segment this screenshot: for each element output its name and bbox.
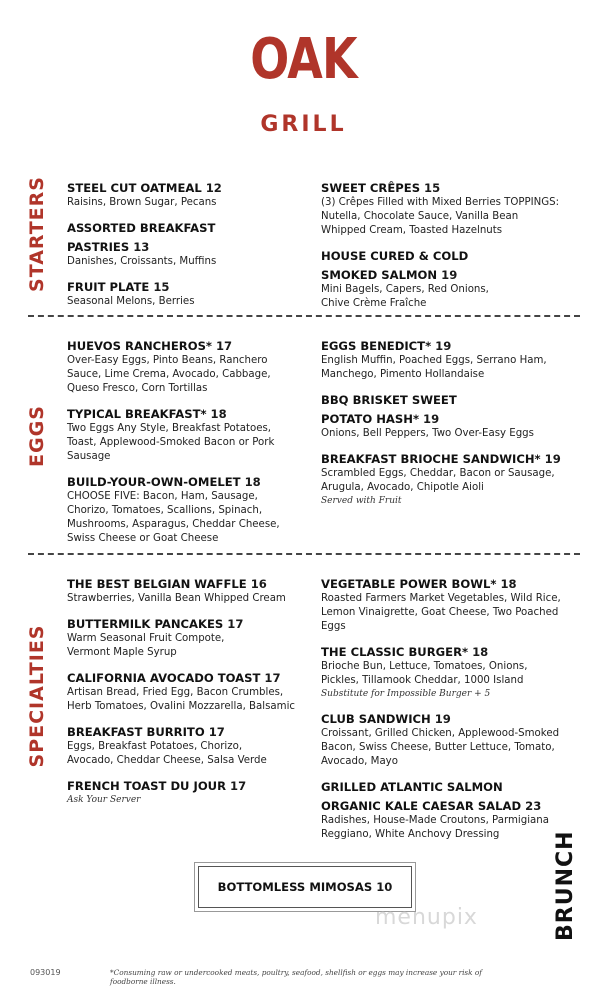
- menu-item: [67, 335, 282, 396]
- item-name: HOUSE CURED & COLD SMOKED SALMON: [321, 249, 469, 282]
- menu-item: [67, 403, 282, 464]
- menu-item: [321, 448, 561, 508]
- item-desc: Strawberries, Vanilla Bean Whipped Cream: [67, 593, 286, 604]
- menu-item: [321, 177, 561, 238]
- menu-item: [321, 573, 561, 634]
- eggs-right-column: [321, 335, 561, 515]
- item-price: 19: [441, 268, 458, 282]
- menu-item: [321, 335, 561, 382]
- item-price: 19: [423, 412, 440, 426]
- item-name: BREAKFAST BURRITO: [67, 725, 205, 739]
- item-price: 15: [424, 181, 441, 195]
- menu-item: [321, 245, 491, 311]
- item-name: HUEVOS RANCHEROS*: [67, 339, 212, 353]
- item-price: 18: [500, 577, 517, 591]
- item-name: FRUIT PLATE: [67, 280, 150, 294]
- watermark: menupix: [375, 905, 478, 930]
- item-price: 13: [133, 240, 150, 254]
- footer-disclaimer: *Consuming raw or undercooked meats, poultry, seafood, shellfish or eggs may increase your risk of foodborne illness.: [110, 968, 482, 986]
- mimosas-box: [198, 866, 412, 908]
- section-label-eggs: EGGS: [26, 405, 48, 467]
- item-price: 17: [264, 671, 281, 685]
- item-desc: (3) Crêpes Filled with Mixed Berries TOPPINGS: Nutella, Chocolate Sauce, Vanilla Bean Whipped Cream, Toasted Hazelnuts: [321, 197, 560, 236]
- item-name: ASSORTED BREAKFAST PASTRIES: [67, 221, 216, 254]
- item-desc: Onions, Bell Peppers, Two Over-Easy Eggs: [321, 428, 534, 439]
- section-label-specialties: SPECIALTIES: [26, 624, 48, 768]
- specialties-right-column: [321, 573, 561, 849]
- item-note: Substitute for Impossible Burger + 5: [321, 689, 491, 699]
- mimosas-price: 10: [376, 880, 393, 894]
- item-price: 17: [215, 339, 233, 353]
- item-desc: Danishes, Croissants, Muffins: [67, 256, 217, 267]
- item-desc: Radishes, House-Made Croutons, Parmigiana Reggiano, White Anchovy Dressing: [321, 815, 549, 840]
- eggs-left-column: [67, 335, 282, 553]
- item-name: CALIFORNIA AVOCADO TOAST: [67, 671, 261, 685]
- menu-item: [321, 389, 534, 441]
- logo-grill: GRILL: [260, 112, 347, 137]
- item-name: BUTTERMILK PANCAKES: [67, 617, 224, 631]
- brunch-label: BRUNCH: [553, 830, 578, 941]
- item-price: 15: [153, 280, 170, 294]
- item-desc: Two Eggs Any Style, Breakfast Potatoes, Toast, Applewood-Smoked Bacon or Pork Sausage: [67, 423, 275, 462]
- item-name: EGGS BENEDICT*: [321, 339, 432, 353]
- item-desc: Brioche Bun, Lettuce, Tomatoes, Onions, Pickles, Tillamook Cheddar, 1000 Island: [321, 661, 528, 686]
- item-name: SWEET CRÊPES: [321, 181, 421, 195]
- item-price: 18: [244, 475, 261, 489]
- item-note: Ask Your Server: [67, 795, 141, 805]
- item-name: THE CLASSIC BURGER*: [321, 645, 469, 659]
- item-desc: English Muffin, Poached Eggs, Serrano Ham, Manchego, Pimento Hollandaise: [321, 355, 547, 380]
- starters-right-column: [321, 177, 561, 318]
- item-note: Served with Fruit: [321, 496, 402, 506]
- menu-item: [67, 573, 299, 606]
- item-price: 17: [230, 779, 247, 793]
- menu-item: [67, 471, 282, 546]
- item-price: 18: [210, 407, 227, 421]
- item-price: 17: [227, 617, 244, 631]
- menu-item: [321, 708, 561, 769]
- menu-item: [67, 613, 299, 660]
- menu-item: [67, 667, 299, 714]
- item-price: 12: [205, 181, 222, 195]
- item-desc: Eggs, Breakfast Potatoes, Chorizo, Avocado, Cheddar Cheese, Salsa Verde: [67, 741, 267, 766]
- section-divider: [28, 315, 580, 317]
- item-name: FRENCH TOAST DU JOUR: [67, 779, 227, 793]
- item-desc: Artisan Bread, Fried Egg, Bacon Crumbles, Herb Tomatoes, Ovalini Mozzarella, Balsamic: [67, 687, 296, 712]
- item-desc: CHOOSE FIVE: Bacon, Ham, Sausage, Chorizo, Tomatoes, Scallions, Spinach, Mushrooms, Asparagus, Cheddar Cheese, Swiss Cheese or Goat Cheese: [67, 491, 280, 544]
- item-price: 23: [525, 799, 542, 813]
- item-price: 19: [544, 452, 561, 466]
- logo-oak: OAK: [250, 27, 357, 92]
- item-price: 16: [250, 577, 267, 591]
- item-desc: Seasonal Melons, Berries: [67, 296, 195, 307]
- item-price: 17: [208, 725, 225, 739]
- item-price: 19: [435, 339, 452, 353]
- item-name: TYPICAL BREAKFAST*: [67, 407, 207, 421]
- item-name: VEGETABLE POWER BOWL*: [321, 577, 497, 591]
- specialties-left-column: [67, 573, 299, 814]
- item-desc: Raisins, Brown Sugar, Pecans: [67, 197, 217, 208]
- menu-code: 093019: [30, 968, 61, 977]
- section-label-starters: STARTERS: [26, 176, 48, 292]
- menu-item: [67, 721, 299, 768]
- item-desc: Scrambled Eggs, Cheddar, Bacon or Sausage, Arugula, Avocado, Chipotle Aioli: [321, 468, 555, 493]
- item-name: BREAKFAST BRIOCHE SANDWICH*: [321, 452, 541, 466]
- mimosas-name: BOTTOMLESS MIMOSAS: [217, 880, 373, 894]
- item-name: BUILD-YOUR-OWN-OMELET: [67, 475, 241, 489]
- item-price: 18: [472, 645, 489, 659]
- item-name: THE BEST BELGIAN WAFFLE: [67, 577, 247, 591]
- item-desc: Roasted Farmers Market Vegetables, Wild Rice, Lemon Vinaigrette, Goat Cheese, Two Poached Eggs: [321, 593, 561, 632]
- starters-left-column: [67, 177, 337, 316]
- item-name: CLUB SANDWICH: [321, 712, 431, 726]
- menu-item: [67, 276, 337, 309]
- section-divider: [28, 553, 580, 555]
- item-name: BBQ BRISKET SWEET POTATO HASH*: [321, 393, 457, 426]
- item-desc: Warm Seasonal Fruit Compote, Vermont Maple Syrup: [67, 633, 225, 658]
- item-name: GRILLED ATLANTIC SALMON ORGANIC KALE CAESAR SALAD: [321, 780, 522, 813]
- item-name: STEEL CUT OATMEAL: [67, 181, 202, 195]
- item-price: 19: [434, 712, 451, 726]
- menu-item: [321, 641, 561, 701]
- item-desc: Croissant, Grilled Chicken, Applewood-Smoked Bacon, Swiss Cheese, Butter Lettuce, Tomato, Avocado, Mayo: [321, 728, 560, 767]
- menu-item: [67, 775, 299, 807]
- item-desc: Over-Easy Eggs, Pinto Beans, Ranchero Sauce, Lime Crema, Avocado, Cabbage, Queso Fresco, Corn Tortillas: [67, 355, 271, 394]
- menu-item: [67, 177, 337, 210]
- item-desc: Mini Bagels, Capers, Red Onions, Chive Crème Fraîche: [321, 284, 489, 309]
- menu-item: [67, 217, 227, 269]
- menu-item: [321, 776, 561, 842]
